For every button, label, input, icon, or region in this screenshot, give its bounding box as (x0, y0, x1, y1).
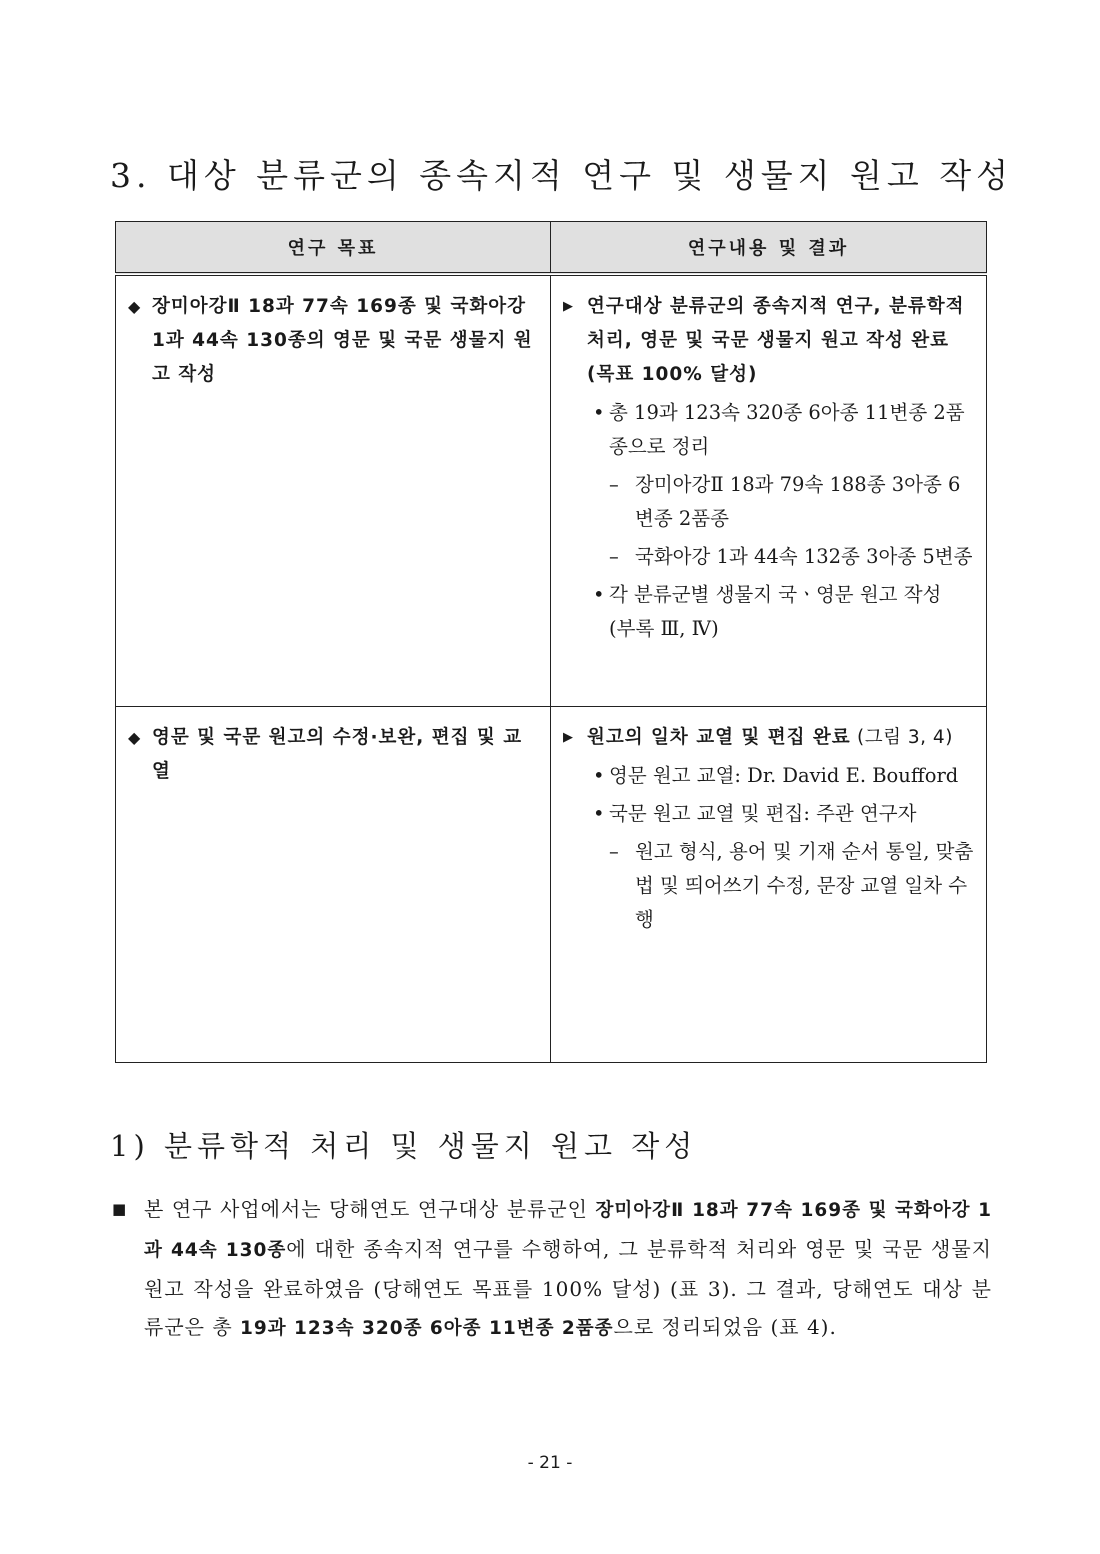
result-heading (563, 721, 974, 755)
bullet-icon: • (593, 401, 605, 424)
section-title: 3. 대상 분류군의 종속지적 연구 및 생물지 원고 작성 (110, 156, 1013, 195)
list-item-text: 장미아강Ⅱ 18과 79속 188종 3아종 6변종 2품종 (635, 473, 961, 530)
square-bullet-icon: ■ (112, 1200, 127, 1218)
bullet-icon: • (593, 583, 605, 606)
goal-item (128, 290, 538, 392)
list-item-text: 총 19과 123속 320종 6아종 11변종 2품종으로 정리 (609, 401, 965, 458)
header-research-result: 연구내용 및 결과 (551, 222, 987, 275)
list-item (609, 468, 974, 536)
list-item-text: 국화아강 1과 44속 132종 3아종 5변종 (635, 545, 973, 568)
list-item (593, 759, 974, 793)
result-heading-text: 연구대상 분류군의 종속지적 연구, 분류학적 처리, 영문 및 국문 생물지 원고 작성 완료 (목표 100% 달성) (587, 296, 965, 385)
diamond-icon: ◆ (128, 297, 142, 316)
dash-icon: – (609, 473, 619, 496)
goal-text: 장미아강Ⅱ 18과 77속 169종 및 국화아강 1과 44속 130종의 영문 및 국문 생물지 원고 작성 (152, 296, 533, 385)
result-heading-text: 원고의 일차 교열 및 편집 완료 (587, 726, 851, 748)
result-heading-line (587, 721, 953, 755)
goal-cell (116, 274, 551, 706)
page-number: - 21 - (527, 1453, 573, 1473)
table-row (116, 706, 987, 1062)
emphasis-run: 19과 123속 320종 6아종 11변종 2품종 (240, 1318, 614, 1339)
result-heading (563, 290, 974, 392)
text-run: 으로 정리되었음 (표 4). (613, 1315, 837, 1339)
goal-item (128, 721, 538, 789)
list-item (593, 578, 974, 646)
subsection-title: 1) 분류학적 처리 및 생물지 원고 작성 (110, 1129, 698, 1163)
triangle-right-icon: ▶ (563, 729, 574, 745)
bullet-icon: • (593, 763, 605, 787)
result-cell (551, 274, 987, 706)
research-summary-table (115, 221, 987, 1063)
goal-cell (116, 706, 551, 1062)
list-item (609, 835, 974, 937)
result-cell (551, 706, 987, 1062)
list-item (593, 396, 974, 464)
header-research-goal: 연구 목표 (116, 222, 551, 275)
table-row (116, 274, 987, 706)
bullet-icon: • (593, 801, 605, 825)
triangle-right-icon: ▶ (563, 299, 574, 314)
text-run: 에 대한 종속지적 연구를 수행하여, 그 분류학적 처리와 영문 및 국문 생물지 원고 작성을 완료하였음 (당해연도 목표를 100% 달성) (표 3). 그 결과, 당해연도 대상 분류군은 총 (144, 1237, 992, 1339)
paragraph-text (144, 1190, 992, 1348)
emphasis-run: 장미아강Ⅱ 18과 77속 169종 및 국화아강 1과 44속 130종 (144, 1200, 992, 1261)
table-header-row (116, 222, 987, 275)
goal-text: 영문 및 국문 원고의 수정·보완, 편집 및 교열 (152, 726, 523, 782)
list-item (609, 540, 974, 574)
dash-icon: – (609, 545, 619, 568)
list-item-text: 국문 원고 교열 및 편집: 주관 연구자 (609, 801, 917, 825)
text-run: 본 연구 사업에서는 당해연도 연구대상 분류군인 (144, 1197, 596, 1221)
list-item-text: 영문 원고 교열: Dr. David E. Boufford (609, 763, 959, 787)
dash-icon: – (609, 839, 619, 863)
figure-reference: (그림 3, 4) (850, 726, 953, 748)
body-paragraph (112, 1190, 992, 1348)
diamond-icon: ◆ (128, 727, 142, 747)
list-item (593, 797, 974, 831)
list-item-text: 원고 형식, 용어 및 기재 순서 통일, 맞춤법 및 띄어쓰기 수정, 문장 교열 일차 수행 (635, 839, 974, 931)
list-item-text: 각 분류군별 생물지 국ㆍ영문 원고 작성 (부록 Ⅲ, Ⅳ) (609, 583, 942, 640)
